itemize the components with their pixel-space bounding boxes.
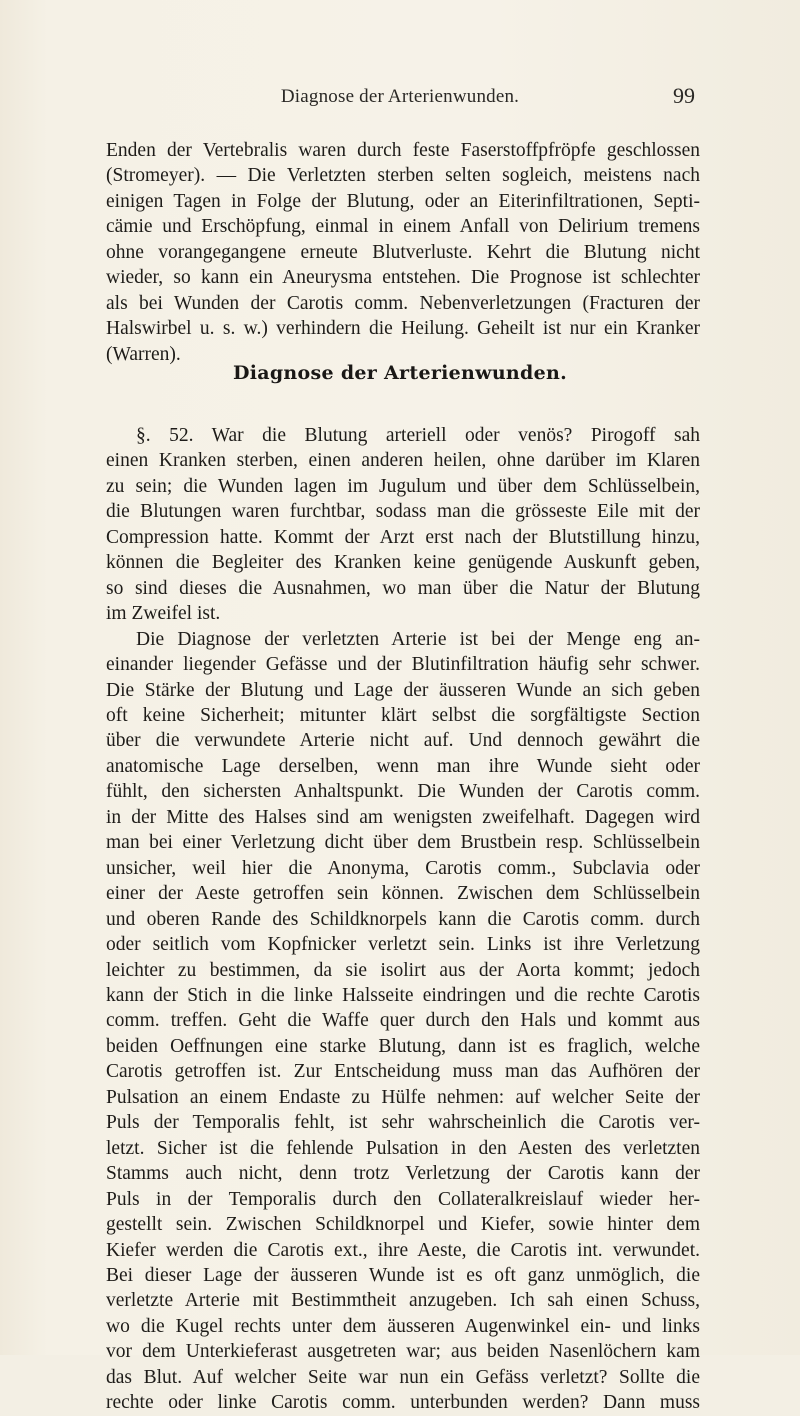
section-heading: Diagnose der Arterienwunden. [232, 362, 568, 384]
text-line: anatomische Lage derselben, wenn man ihre Wunde sieht oder [106, 755, 700, 777]
text-line: Die Stärke der Blutung und Lage der äusseren Wunde an sich geben [106, 679, 700, 701]
running-head [0, 83, 800, 116]
text-line: cämie und Erschöpfung, einmal in einem Anfall von Delirium tremens [106, 216, 700, 238]
text-line: über die verwundete Arterie nicht auf. Und dennoch gewährt die [106, 730, 700, 752]
text-line: §. 52. War die Blutung arteriell oder venös? Pirogoff sah [136, 425, 700, 446]
text-line: Compression hatte. Kommt der Arzt erst nach der Blutstillung hinzu, [106, 526, 700, 548]
text-line: verletzte Arterie mit Bestimmtheit anzugeben. Ich sah einen Schuss, [106, 1290, 700, 1312]
text-line: zu sein; die Wunden lagen im Jugulum und über dem Schlüsselbein, [106, 475, 700, 497]
text-line: in der Mitte des Halses sind am wenigsten zweifelhaft. Dagegen wird [106, 806, 700, 828]
text-line: so sind dieses die Ausnahmen, wo man über die Natur der Blutung [106, 577, 700, 599]
text-line: Die Diagnose der verletzten Arterie ist bei der Menge eng an- [136, 628, 700, 650]
running-title: Diagnose der Arterienwunden. [280, 86, 520, 107]
text-line: man bei einer Verletzung dicht über dem Brustbein resp. Schlüsselbein [106, 832, 700, 854]
text-line: vor dem Unterkieferast ausgetreten war; aus beiden Nasenlöchern kam [106, 1341, 700, 1363]
text-line: Puls der Temporalis fehlt, ist sehr wahrscheinlich die Carotis ver- [106, 1112, 700, 1134]
text-line: oft keine Sicherheit; mitunter klärt selbst die sorgfältigste Section [106, 704, 700, 726]
text-line: als bei Wunden der Carotis comm. Nebenverletzungen (Fracturen der [106, 292, 700, 314]
page-number: 99 [673, 83, 695, 108]
text-line: oder seitlich vom Kopfnicker verletzt sein. Links ist ihre Verletzung [106, 934, 700, 956]
text-line: Puls in der Temporalis durch den Collateralkreislauf wieder her- [106, 1188, 700, 1210]
text-line: (Stromeyer). — Die Verletzten sterben selten sogleich, meistens nach [106, 165, 700, 187]
text-line: einander liegender Gefässe und der Blutinfiltration häufig sehr schwer. [106, 654, 700, 676]
text-line: Carotis getroffen ist. Zur Entscheidung muss man das Aufhören der [106, 1061, 700, 1083]
text-line: Bei dieser Lage der äusseren Wunde ist es oft ganz unmöglich, die [106, 1264, 700, 1286]
text-line: unsicher, weil hier die Anonyma, Carotis comm., Subclavia oder [106, 857, 700, 879]
text-line: Halswirbel u. s. w.) verhindern die Heilung. Geheilt ist nur ein Kranker [106, 318, 700, 340]
text-line: im Zweifel ist. [106, 603, 221, 625]
text-line: einen Kranken sterben, einen anderen heilen, ohne darüber im Klaren [106, 450, 700, 472]
text-line: leichter zu bestimmen, da sie isolirt aus der Aorta kommt; jedoch [106, 959, 700, 981]
text-line: ohne vorangegangene erneute Blutverluste. Kehrt die Blutung nicht [106, 241, 700, 263]
text-line: und oberen Rande des Schildknorpels kann die Carotis comm. durch [106, 908, 700, 930]
text-line: comm. treffen. Geht die Waffe quer durch den Hals und kommt aus [106, 1010, 700, 1032]
text-line: Stamms auch nicht, denn trotz Verletzung der Carotis kann der [106, 1163, 700, 1185]
section-body [106, 423, 700, 1416]
text-line: einer der Aeste getroffen sein können. Zwischen dem Schlüsselbein [106, 883, 700, 905]
text-line: Pulsation an einem Endaste zu Hülfe nehmen: auf welcher Seite der [106, 1086, 700, 1108]
text-line: können die Begleiter des Kranken keine genügende Auskunft geben, [106, 552, 700, 574]
text-line: Kiefer werden die Carotis ext., ihre Aeste, die Carotis int. verwundet. [106, 1239, 700, 1261]
text-line: das Blut. Auf welcher Seite war nun ein Gefäss verletzt? Sollte die [106, 1366, 700, 1388]
paragraph-continued [106, 138, 700, 367]
text-line: wieder, so kann ein Aneurysma entstehen. Die Prognose ist schlechter [106, 267, 700, 289]
text-line: letzt. Sicher ist die fehlende Pulsation in den Aesten des verletzten [106, 1137, 700, 1159]
text-line: gestellt sein. Zwischen Schildknorpel und Kiefer, sowie hinter dem [106, 1214, 700, 1236]
text-line: (Warren). [106, 343, 181, 365]
text-line: beiden Oeffnungen eine starke Blutung, dann ist es fraglich, welche [106, 1035, 700, 1057]
text-line: einigen Tagen in Folge der Blutung, oder an Eiterinfiltrationen, Septi- [106, 190, 700, 212]
text-line: fühlt, den sichersten Anhaltspunkt. Die Wunden der Carotis comm. [106, 781, 700, 803]
text-line: Enden der Vertebralis waren durch feste Faserstoffpfröpfe geschlossen [106, 140, 700, 161]
text-line: kann der Stich in die linke Halsseite eindringen und die rechte Carotis [106, 984, 700, 1006]
text-line: die Blutungen waren furchtbar, sodass man die grösseste Eile mit der [106, 501, 700, 523]
text-line: rechte oder linke Carotis comm. unterbunden werden? Dann muss [106, 1392, 700, 1414]
text-line: wo die Kugel rechts unter dem äusseren Augenwinkel ein- und links [106, 1315, 700, 1337]
